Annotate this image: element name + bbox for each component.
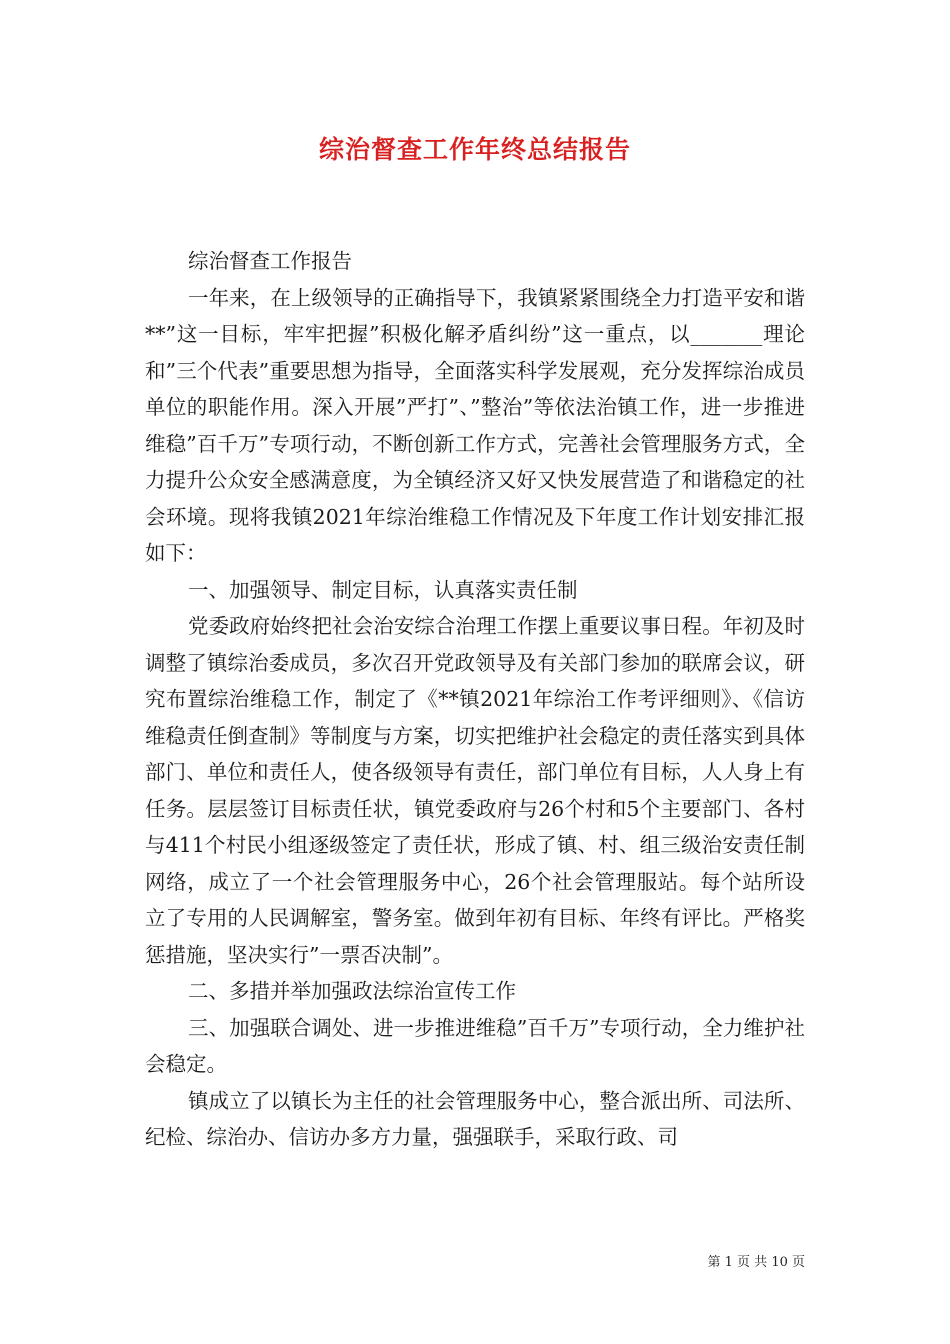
section-heading-2: 二、多措并举加强政法综治宣传工作	[188, 979, 517, 1003]
section-heading-1: 一、加强领导、制定目标，认真落实责任制	[188, 577, 578, 602]
paragraph-heading: 综治督查工作报告	[188, 249, 353, 273]
paragraph-section-3: 镇成立了以镇长为主任的社会管理服务中心，整合派出所、司法所、纪检、综治办、信访办多方力量，强强联手，采取行政、司	[145, 1088, 805, 1149]
document-title: 综治督查工作年终总结报告	[318, 135, 631, 164]
document-body	[145, 243, 805, 1156]
paragraph-intro: 一年来，在上级领导的正确指导下，我镇紧紧围绕全力打造平安和谐**”这一目标，牢牢把握”积极化解矛盾纠纷”这一重点，以_______理论和”三个代表”重要思想为指导，全面落实科学发展观，充分发挥综治成员单位的职能作用。深入开展”严打”、”整治”等依法治镇工作，进一步推进维稳”百千万”专项行动，不断创新工作方式，完善社会管理服务方式，全力提升公众安全感满意度，为全镇经济又好又快发展营造了和谐稳定的社会环境。现将我镇2021年综治维稳工作情况及下年度工作计划安排汇报如下：	[145, 285, 805, 565]
section-heading-3: 三、加强联合调处、进一步推进维稳”百千万”专项行动，全力维护社会稳定。	[145, 1015, 805, 1076]
paragraph-section-1: 党委政府始终把社会治安综合治理工作摆上重要议事日程。年初及时调整了镇综治委成员，多次召开党政领导及有关部门参加的联席会议，研究布置综治维稳工作，制定了《**镇2021年综治工作考评细则》、《信访维稳责任倒查制》等制度与方案，切实把维护社会稳定的责任落实到具体部门、单位和责任人，使各级领导有责任，部门单位有目标，人人身上有任务。层层签订目标责任状，镇党委政府与26个村和5个主要部门、各村与411个村民小组逐级签定了责任状，形成了镇、村、组三级治安责任制网络，成立了一个社会管理服务中心，26个社会管理服站。每个站所设立了专用的人民调解室，警务室。做到年初有目标、年终有评比。严格奖惩措施，坚决实行”一票否决制”。	[145, 614, 805, 967]
page-number-footer: 第 1 页 共 10 页	[707, 1255, 805, 1270]
